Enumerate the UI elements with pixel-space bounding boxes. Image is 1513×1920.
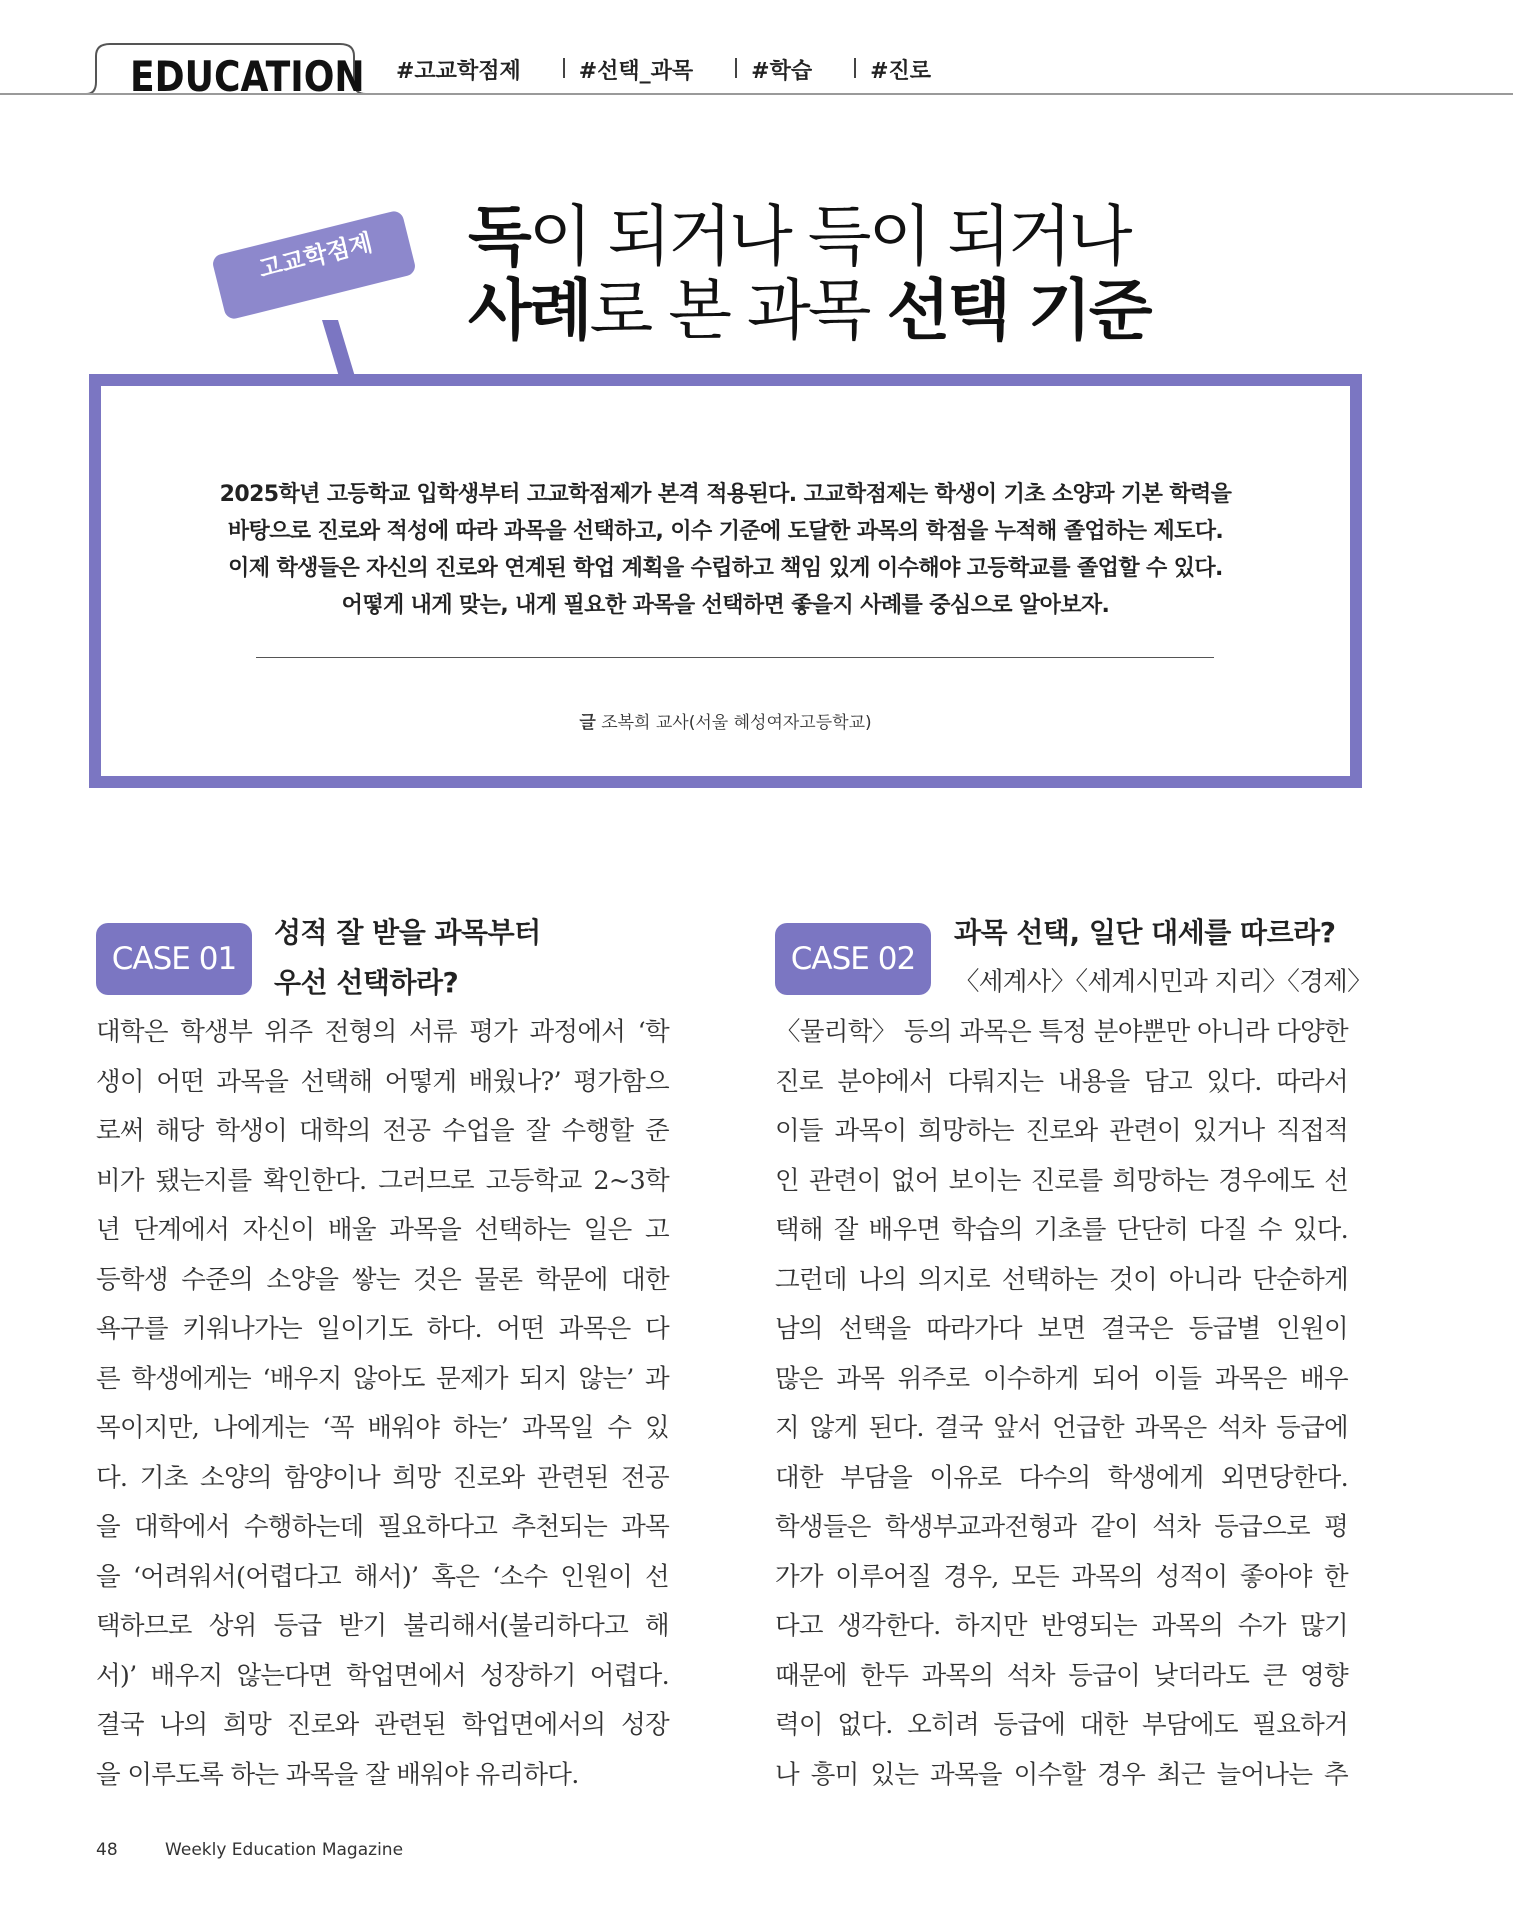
- intro-box: [89, 374, 1362, 788]
- byline-key: 글: [579, 713, 596, 733]
- intro-line: 이제 학생들은 자신의 진로와 연계된 학업 계획을 수립하고 책임 있게 이수해야 고등학교를 졸업할 수 있다.: [228, 556, 1223, 581]
- page-number: 48: [96, 1840, 118, 1860]
- section-label: EDUCATION: [130, 52, 365, 101]
- title-bold-part: 선택 기준: [886, 272, 1150, 349]
- title-light-part: 이 되거나 득이 되거나: [528, 198, 1130, 275]
- tag-separator: [735, 58, 737, 78]
- intro-divider: [256, 657, 1214, 658]
- body-line: 대학은 학생부 위주 전형의 서류 평가 과정에서 ‘학: [96, 1017, 669, 1047]
- body-line: 결국 나의 희망 진로와 관련된 학업면에서의 성장: [96, 1710, 669, 1740]
- body-line: 다. 기초 소양의 함양이나 희망 진로와 관련된 전공: [96, 1462, 669, 1493]
- tag-list: [396, 54, 973, 85]
- intro-text: [101, 476, 1350, 624]
- tag-item[interactable]: #진로: [870, 59, 932, 84]
- body-line: 택하므로 상위 등급 받기 불리해서(불리하다고 해: [96, 1611, 669, 1641]
- body-line: 을 ‘어려워서(어렵다고 해서)’ 혹은 ‘소수 인원이 선: [96, 1561, 669, 1592]
- tag-separator: [563, 58, 565, 78]
- title-light-part: 로 본 과목: [589, 272, 887, 349]
- tag-item[interactable]: #학습: [751, 59, 813, 84]
- article-title: [468, 200, 1150, 348]
- body-line: 그런데 나의 의지로 선택하는 것이 아니라 단순하게: [775, 1264, 1348, 1295]
- body-line: 을 대학에서 수행하는데 필요하다고 추천되는 과목: [96, 1512, 669, 1542]
- case-02-first-line: [954, 958, 1372, 1008]
- body-line: 등학생 수준의 소양을 쌓는 것은 물론 학문에 대한: [96, 1264, 669, 1295]
- body-line: 생이 어떤 과목을 선택해 어떻게 배웠나?’ 평가함으: [96, 1066, 669, 1097]
- case-01-heading: [274, 908, 541, 1008]
- body-line: 인 관련이 없어 보이는 진로를 희망하는 경우에도 선: [775, 1165, 1348, 1196]
- title-bold-part: 독: [468, 198, 529, 275]
- body-line: 다고 생각한다. 하지만 반영되는 과목의 수가 많기: [775, 1611, 1348, 1641]
- page-footer: [96, 1840, 403, 1860]
- body-line: 비가 됐는지를 확인한다. 그러므로 고등학교 2~3학: [96, 1165, 669, 1196]
- body-line: 이들 과목이 희망하는 진로와 관련이 있거나 직접적: [775, 1116, 1348, 1146]
- body-line: 을 이루도록 하는 과목을 잘 배워야 유리하다.: [96, 1759, 579, 1790]
- body-line: 가가 이루어질 경우, 모든 과목의 성적이 좋아야 한: [775, 1561, 1348, 1592]
- byline: [101, 708, 1350, 733]
- tag-separator: [854, 58, 856, 78]
- case-heading-line: 우선 선택하라?: [274, 966, 459, 999]
- intro-line: 어떻게 내게 맞는, 내게 필요한 과목을 선택하면 좋을지 사례를 중심으로 알아보자.: [341, 593, 1110, 618]
- body-line: 많은 과목 위주로 이수하게 되어 이들 과목은 배우: [775, 1363, 1348, 1394]
- case-01-badge: CASE 01: [96, 923, 252, 995]
- body-line: 택해 잘 배우면 학습의 기초를 단단히 다질 수 있다.: [775, 1215, 1348, 1245]
- intro-line: 바탕으로 진로와 적성에 따라 과목을 선택하고, 이수 기준에 도달한 과목의 학점을 누적해 졸업하는 제도다.: [227, 519, 1224, 544]
- body-line: 남의 선택을 따라가다 보면 결국은 등급별 인원이: [775, 1314, 1348, 1344]
- body-line: 대한 부담을 이유로 다수의 학생에게 외면당한다.: [775, 1462, 1348, 1493]
- title-bold-part: 사례: [468, 272, 590, 349]
- tag-item[interactable]: #고교학점제: [396, 59, 521, 84]
- body-line: 학생들은 학생부교과전형과 같이 석차 등급으로 평: [775, 1512, 1348, 1542]
- body-line: 로써 해당 학생이 대학의 전공 수업을 잘 수행할 준: [96, 1116, 669, 1146]
- body-line: 나 흥미 있는 과목을 이수할 경우 최근 늘어나는 추: [775, 1759, 1348, 1790]
- body-line: 년 단계에서 자신이 배울 과목을 선택하는 일은 고: [96, 1215, 669, 1245]
- case-01-body: [96, 1008, 669, 1800]
- case-02-heading: 과목 선택, 일단 대세를 따르라?: [954, 916, 1336, 949]
- page-header: [0, 0, 1513, 100]
- case-heading-line: 성적 잘 받을 과목부터: [274, 916, 541, 949]
- body-line: 력이 없다. 오히려 등급에 대한 부담에도 필요하거: [775, 1710, 1348, 1740]
- body-line: 〈물리학〉 등의 과목은 특정 분야뿐만 아니라 다양한: [775, 1017, 1348, 1047]
- body-line: 지 않게 된다. 결국 앞서 언급한 과목은 석차 등급에: [775, 1413, 1348, 1443]
- intro-line: 2025학년 고등학교 입학생부터 고교학점제가 본격 적용된다. 고교학점제는 학생이 기초 소양과 기본 학력을: [219, 482, 1232, 507]
- body-line: 욕구를 키워나가는 일이기도 하다. 어떤 과목은 다: [96, 1314, 669, 1344]
- body-line: 목이지만, 나에게는 ‘꼭 배워야 하는’ 과목일 수 있: [96, 1413, 669, 1443]
- body-line: 때문에 한두 과목의 석차 등급이 낮더라도 큰 영향: [775, 1660, 1348, 1691]
- tag-item[interactable]: #선택_과목: [578, 59, 694, 84]
- case-02-badge: CASE 02: [775, 923, 931, 995]
- case-02-body: [775, 1008, 1348, 1800]
- magazine-name: Weekly Education Magazine: [165, 1840, 404, 1860]
- sign-label: 고교학점제: [255, 228, 376, 284]
- body-line: 서)’ 배우지 않는다면 학업면에서 성장하기 어렵다.: [96, 1660, 669, 1691]
- body-line: 진로 분야에서 다뤄지는 내용을 담고 있다. 따라서: [775, 1066, 1348, 1097]
- body-line: 〈세계사〉〈세계시민과 지리〉〈경제〉: [954, 967, 1372, 997]
- byline-author: 조복희 교사(서울 혜성여자고등학교): [595, 713, 872, 733]
- body-line: 른 학생에게는 ‘배우지 않아도 문제가 되지 않는’ 과: [96, 1363, 669, 1394]
